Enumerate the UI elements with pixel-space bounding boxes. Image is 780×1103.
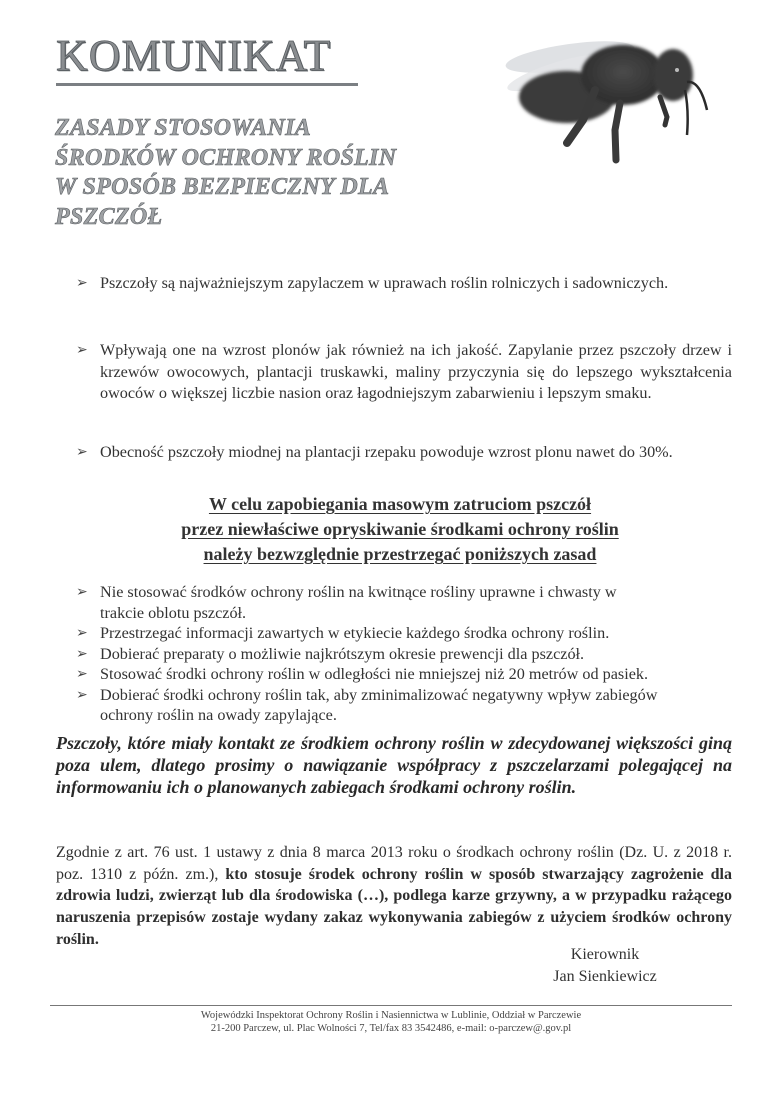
rules-heading-line: należy bezwzględnie przestrzegać poniższych zasad <box>203 544 597 564</box>
honeybee-image <box>495 25 715 170</box>
title-underline <box>56 83 358 86</box>
list-item <box>76 442 732 464</box>
rules-heading <box>60 492 740 567</box>
arrow-bullet-icon: ➢ <box>76 342 88 358</box>
intro-bullet-3 <box>76 442 732 464</box>
rule-text: trakcie oblotu pszczół. <box>100 603 247 622</box>
appeal-paragraph: Pszczoły, które miały kontakt ze środkiem ochrony roślin w zdecydowanej większości giną poza ulem, dlatego prosimy o nawiązanie współpracy z pszczelarzami polegającej na informowaniu ich o planowanych zabiegach środkami ochrony roślin. <box>56 733 732 797</box>
list-item <box>76 340 732 405</box>
subtitle-line: W SPOSÓB BEZPIECZNY DLA <box>55 174 390 200</box>
bee-antenna <box>685 90 688 135</box>
bullet-text: Pszczoły są najważniejszym zapylaczem w uprawach roślin rolniczych i sadowniczych. <box>100 274 669 292</box>
list-item <box>76 273 732 295</box>
legal-paragraph <box>56 842 732 951</box>
rule-text: Dobierać preparaty o możliwie najkrótszym okresie prewencji dla pszczół. <box>100 644 585 663</box>
rule-text: Przestrzegać informacji zawartych w etykiecie każdego środka ochrony roślin. <box>100 624 610 642</box>
signature-block <box>530 944 680 988</box>
subtitle-line: ŚRODKÓW OCHRONY ROŚLIN <box>55 144 397 171</box>
list-item <box>76 623 732 644</box>
subtitle-line: PSZCZÓŁ <box>55 203 163 230</box>
list-item <box>76 644 732 665</box>
bullet-text: Wpływają one na wzrost plonów jak również na ich jakość. Zapylanie przez pszczoły drzew i krzewów owocowych, plantacji truskawki, maliny przyczynia się do lepszego wykształcenia owoców o większej liczbie nasion oraz łagodniejszym zabarwieniu i lepszym smaku. <box>100 341 732 402</box>
footer-divider <box>50 1005 732 1006</box>
arrow-bullet-icon: ➢ <box>76 686 88 703</box>
list-item <box>76 582 732 623</box>
rules-list <box>76 582 732 726</box>
rule-text: Stosować środki ochrony roślin w odległości nie mniejszej niż 20 metrów od pasiek. <box>100 665 649 683</box>
signature-name: Jan Sienkiewicz <box>553 968 657 985</box>
intro-bullet-2 <box>76 340 732 405</box>
intro-bullet-1 <box>76 273 732 295</box>
document-subtitle <box>55 114 396 232</box>
rules-heading-line: W celu zapobiegania masowym zatruciom pszczół <box>208 494 592 514</box>
bullet-text: Obecność pszczoły miodnej na plantacji rzepaku powoduje wzrost plonu nawet do 30%. <box>100 443 673 461</box>
subtitle-line: ZASADY STOSOWANIA <box>55 115 312 141</box>
footer <box>50 1009 732 1035</box>
rule-text: ochrony roślin na owady zapylające. <box>100 706 337 724</box>
bee-head <box>653 49 693 101</box>
arrow-bullet-icon: ➢ <box>76 275 88 291</box>
bee-leg <box>660 97 667 125</box>
list-item <box>76 685 732 726</box>
signature-role: Kierownik <box>570 946 640 963</box>
legal-penalty-text: kto stosuje środek ochrony roślin w sposób stwarzający zagrożenie dla zdrowia ludzi, zwierząt lub dla środowiska (…), podlega karze grzywny, a w przypadku rażącego naruszenia przepisów zostaje wydany zakaz wykonywania zabiegów z użyciem środków ochrony roślin. <box>56 865 732 948</box>
arrow-bullet-icon: ➢ <box>76 444 88 460</box>
arrow-bullet-icon: ➢ <box>76 666 88 682</box>
rule-text: Dobierać środki ochrony roślin tak, aby zminimalizować negatywny wpływ zabiegów <box>100 685 658 704</box>
arrow-bullet-icon: ➢ <box>76 645 88 662</box>
document-title: KOMUNIKAT <box>56 31 332 80</box>
footer-contact: 21-200 Parczew, ul. Plac Wolności 7, Tel/fax 83 3542486, e-mail: o-parczew@.gov.pl <box>210 1023 572 1034</box>
rule-text: Nie stosować środków ochrony roślin na kwitnące rośliny uprawne i chwasty w <box>100 583 617 601</box>
legal-text: Zgodnie z art. 76 ust. 1 ustawy z dnia 8 marca 2013 roku o środkach ochrony roślin (Dz. U. z 2018 r. poz. 1310 z późn. zm.), <box>56 844 732 883</box>
rules-heading-line: przez niewłaściwe opryskiwanie środkami ochrony roślin <box>181 519 619 539</box>
bee-leg <box>615 103 620 160</box>
footer-organization: Wojewódzki Inspektorat Ochrony Roślin i Nasiennictwa w Lublinie, Oddział w Parczewie <box>200 1010 582 1021</box>
list-item <box>76 664 732 685</box>
arrow-bullet-icon: ➢ <box>76 625 88 641</box>
arrow-bullet-icon: ➢ <box>76 584 88 600</box>
